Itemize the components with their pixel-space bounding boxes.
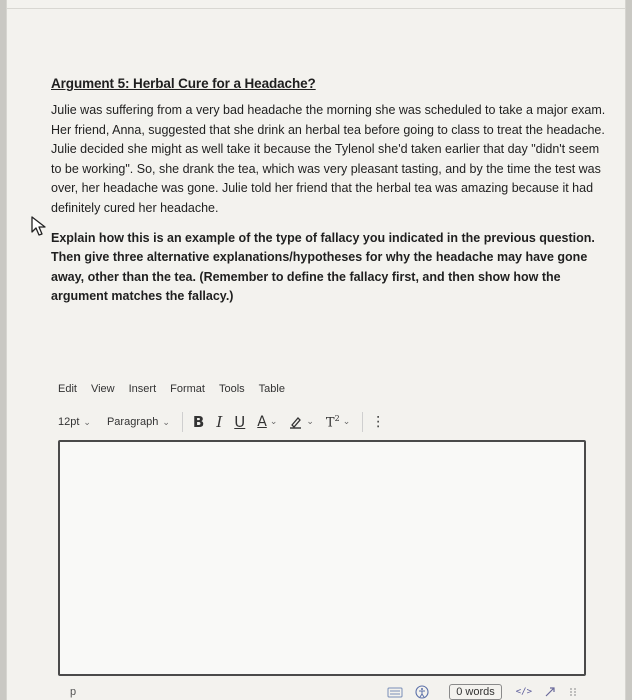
menu-edit[interactable]: Edit <box>58 383 77 395</box>
accessibility-icon[interactable] <box>415 685 429 699</box>
superscript-icon: $T^2$ <box>325 413 340 431</box>
chevron-down-icon: ⌄ <box>342 416 351 427</box>
toolbar-divider <box>182 412 183 432</box>
menu-view[interactable]: View <box>90 383 115 395</box>
question-block <box>51 76 607 307</box>
text-color-icon: A <box>257 414 267 430</box>
underline-button[interactable]: U <box>234 413 246 431</box>
fullscreen-icon[interactable] <box>544 686 556 698</box>
font-size-select[interactable] <box>58 416 91 428</box>
italic-button[interactable]: I <box>216 413 223 431</box>
question-instructions: Explain how this is an example of the type of fallacy you indicated in the previous question. Then give three alternative explanations/hypotheses for why the headache may have gone away, other than the tea. (Remember to define the fallacy first, and then show how the argument matches the fallacy.) <box>51 230 595 304</box>
more-button[interactable]: ⋮ <box>371 414 386 430</box>
divider <box>7 8 625 9</box>
editor-statusbar <box>58 684 578 700</box>
toolbar-divider <box>362 412 363 432</box>
highlight-pen-icon <box>289 415 303 429</box>
element-path[interactable]: p <box>70 686 77 698</box>
bold-button[interactable]: B <box>192 413 205 431</box>
text-color-button[interactable] <box>257 414 277 430</box>
code-icon[interactable]: </> <box>515 687 532 697</box>
editor-menubar <box>58 383 299 395</box>
block-format-select[interactable] <box>107 416 170 428</box>
highlight-button[interactable] <box>289 415 314 429</box>
statusbar-right <box>387 684 578 700</box>
cursor-icon <box>29 215 49 237</box>
block-format-value: Paragraph <box>106 416 159 428</box>
question-body: Julie was suffering from a very bad headache the morning she was scheduled to take a major exam. Her friend, Anna, suggested that she drink an herbal tea before going to class to treat the headache. Julie decided she might as well take it because the Tylenol she'd taken earlier that day "didn't seem to be working". So, she drank the tea, which was very pleasant tasting, and by the time the test was over, her headache was gone. Julie told her friend that the herbal tea was amazing because it had definitely cured her headache. <box>51 103 606 215</box>
menu-format[interactable]: Format <box>170 383 205 395</box>
keyboard-icon[interactable] <box>387 686 403 698</box>
chevron-down-icon: ⌄ <box>83 416 91 427</box>
question-title: Argument 5: Herbal Cure for a Headache? <box>51 76 316 91</box>
chevron-down-icon: ⌄ <box>306 417 314 427</box>
chevron-down-icon: ⌄ <box>162 416 170 427</box>
chevron-down-icon: ⌄ <box>269 417 278 427</box>
editor-toolbar <box>58 410 618 434</box>
word-count-button[interactable]: 0 words <box>449 684 502 700</box>
font-size-value: 12pt <box>58 416 80 428</box>
rich-text-editor[interactable] <box>58 440 586 676</box>
menu-table[interactable]: Table <box>258 383 285 395</box>
superscript-button[interactable] <box>326 414 350 430</box>
menu-insert[interactable]: Insert <box>128 383 157 395</box>
superscript-letter: T <box>325 415 335 431</box>
resize-icon[interactable] <box>568 686 578 698</box>
menu-tools[interactable]: Tools <box>218 383 245 395</box>
